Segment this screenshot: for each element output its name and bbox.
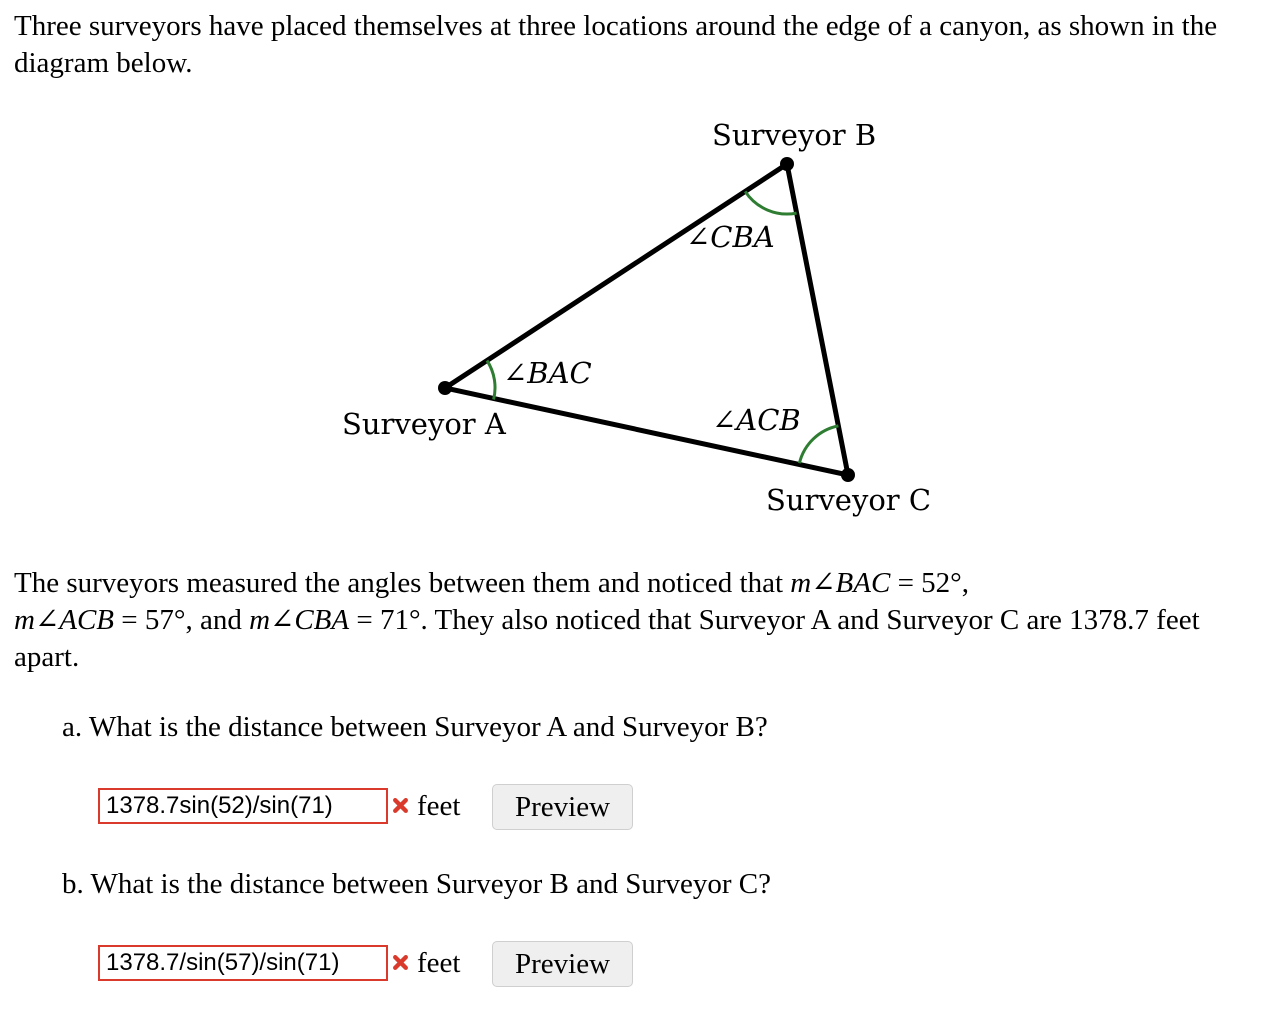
angle-bac-label: ∠BAC (503, 356, 592, 390)
question-b: b. What is the distance between Surveyor B and Surveyor C? (62, 868, 771, 900)
surveyor-b-label: Surveyor B (712, 118, 877, 152)
surveyor-c-point (841, 468, 855, 482)
angle-acb-measure: m∠ACB (14, 604, 115, 636)
incorrect-icon (392, 954, 409, 971)
angle-bac-value: = 52°, (890, 567, 970, 599)
preview-button-a[interactable]: Preview (492, 784, 633, 830)
question-a: a. What is the distance between Surveyor A and Surveyor B? (62, 711, 768, 743)
surveyor-a-point (438, 381, 452, 395)
problem-intro: Three surveyors have placed themselves at three locations around the edge of a canyon, as shown in the diagram below. (14, 10, 1218, 79)
surveyor-b-point (780, 157, 794, 171)
answer-input-b[interactable] (98, 945, 388, 981)
unit-label-b: feet (417, 947, 461, 979)
angle-cba-label: ∠CBA (686, 220, 775, 254)
angle-acb-value: = 57°, and (114, 604, 250, 636)
angle-bac-measure: m∠BAC (790, 567, 891, 599)
arc-acb (799, 426, 838, 463)
incorrect-icon (392, 797, 409, 814)
surveyor-a-label: Surveyor A (342, 407, 506, 441)
unit-label-a: feet (417, 790, 461, 822)
triangle-diagram (0, 100, 1000, 520)
preview-button-b[interactable]: Preview (492, 941, 633, 987)
measurements-text (14, 565, 1264, 676)
angle-cba-value: = 71°. They also noticed that Surveyor A and Surveyor C are 1378.7 feet apart. (14, 604, 1200, 673)
angle-cba-measure: m∠CBA (249, 604, 350, 636)
surveyor-c-label: Surveyor C (766, 483, 932, 517)
angle-acb-label: ∠ACB (712, 403, 801, 437)
arc-cba (745, 191, 796, 214)
arc-bac (487, 361, 495, 400)
answer-input-a[interactable] (98, 788, 388, 824)
measurements-lead: The surveyors measured the angles between them and noticed that (14, 567, 791, 599)
